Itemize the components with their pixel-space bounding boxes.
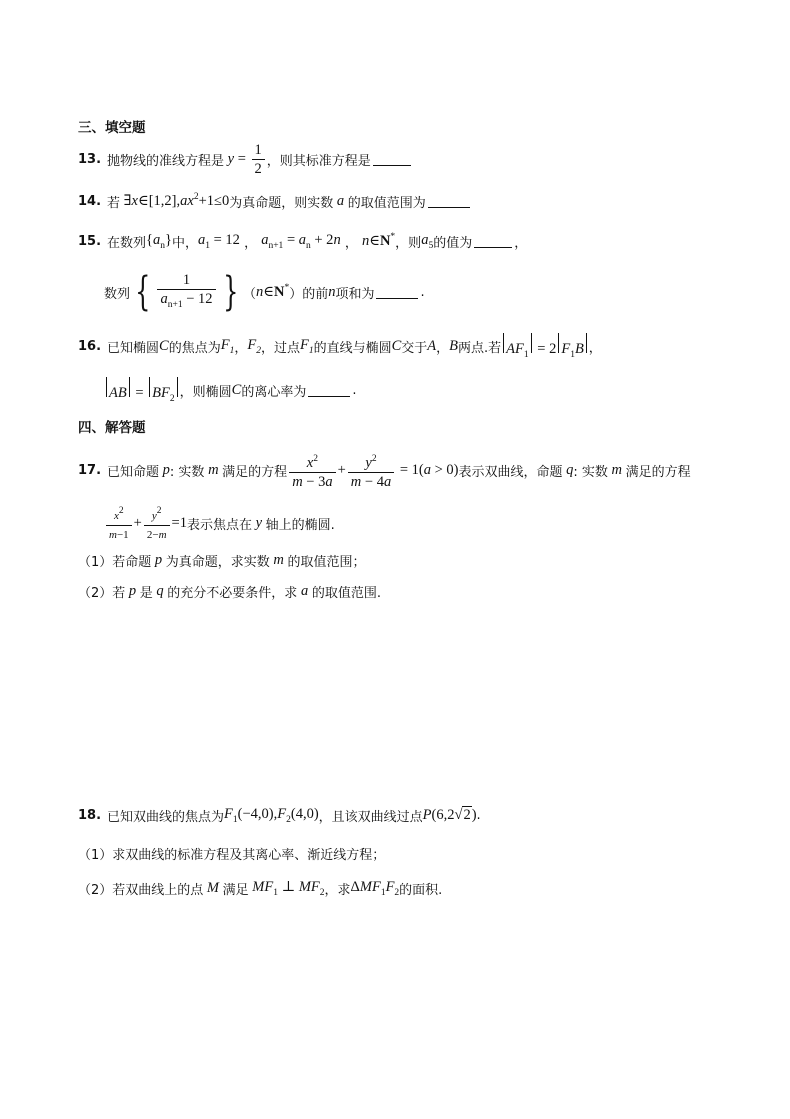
answer-blank[interactable]	[308, 384, 350, 397]
question-number: 16.	[78, 338, 102, 354]
answer-blank[interactable]	[376, 286, 418, 299]
answer-blank[interactable]	[474, 235, 512, 248]
section-fill-in-title: 三、填空题	[78, 120, 146, 136]
question-number: 14.	[78, 193, 102, 209]
section-solve-title: 四、解答题	[78, 420, 146, 436]
fraction: $\frac{x2}{m-1}$	[106, 502, 132, 544]
question-15: 15. 在数列 $\{a_n\}$ 中， $a_1 = 12$ ， $a_{n+1} = a_n + 2n$ ， n∈N* ，则 $a_5$ 的值为 ，	[78, 231, 528, 251]
fraction: $\frac{y2}{2-m}$	[144, 502, 170, 544]
question-number: 15.	[78, 233, 102, 249]
question-16-line-2: AB = $BF_2$ ，则椭圆 C 的离心率为 .	[104, 378, 356, 402]
question-17: 17. 已知命题 p : 实数 m 满足的方程 $\frac{x^2}{m - 3a}$ + $\frac{y^2}{m - 4a}$ = 1(a > 0) 表示双曲线，命题 q : 实数 m 满足的方程	[78, 450, 691, 490]
question-16: 16. 已知椭圆 C 的焦点为 $F_1$ ， $F_2$ ，过点 $F_1$ 的直线与椭圆 C 交于 A ， B 两点.若 $AF_1 = 2$ $F_1B$ ，	[78, 334, 602, 358]
question-17-line-2: $\frac{x2}{m-1}$ + $\frac{y2}{2-m}$ =1 表示焦点在 y 轴上的椭圆.	[104, 504, 335, 542]
fraction: $\frac{1}{2}$	[252, 141, 265, 178]
answer-blank[interactable]	[373, 153, 411, 166]
question-15-line-2: 数列 { $\frac{1}{a_{n+1} - 12}$ } （ n∈N* ）的前 n 项和为 .	[104, 269, 425, 315]
question-number: 18.	[78, 807, 102, 823]
answer-blank[interactable]	[428, 195, 470, 208]
fraction: $\frac{x^2}{m - 3a}$	[289, 450, 335, 491]
question-17-part-1: （1）若命题 p 为真命题，求实数 m 的取值范围；	[78, 552, 366, 570]
fraction: $\frac{1}{a_{n+1} - 12}$	[157, 271, 215, 314]
question-18-part-1: （1）求双曲线的标准方程及其离心率、渐近线方程；	[78, 848, 386, 863]
question-17-part-2: （2）若 p 是 q 的充分不必要条件，求 a 的取值范围.	[78, 583, 381, 601]
question-18: 18. 已知双曲线的焦点为 $F_1(-4,0),F_2(4,0)$ ，且该双曲线过点 P(6,2√2) .	[78, 805, 481, 825]
question-number: 17.	[78, 462, 102, 478]
question-13: 13. 抛物线的准线方程是 y = $\frac{1}{2}$ ，则其标准方程是	[78, 142, 413, 176]
question-18-part-2: （2）若双曲线上的点 M 满足 $MF_1$ ⊥ $MF_2$ ，求 $\Delta MF_1F_2$ 的面积.	[78, 878, 443, 898]
fraction: $\frac{y^2}{m - 4a}$	[348, 450, 394, 491]
question-14: 14. 若 $\exists x\in[1,2],ax^2+1\le 0$ 为真命题，则实数 a 的取值范围为	[78, 190, 472, 212]
question-number: 13.	[78, 151, 102, 167]
